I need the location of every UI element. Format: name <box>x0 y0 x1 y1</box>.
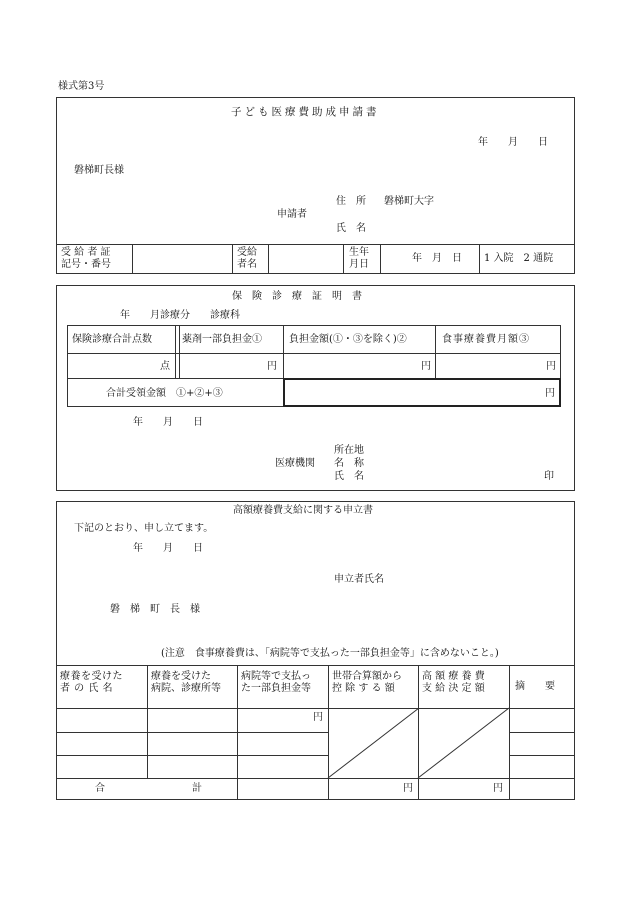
addressee: 磐梯町長様 <box>74 165 124 176</box>
applicant-label: 申請者 <box>277 209 307 220</box>
seal-mark: 印 <box>544 471 554 482</box>
request-addressee: 磐 梯 町 長 様 <box>110 604 200 615</box>
total-label-left: 合 <box>95 783 105 794</box>
total-decision-unit: 円 <box>493 783 503 794</box>
treatment-period: 年 月診療分 診療科 <box>120 310 240 321</box>
certificate-title: 保 険 診 療 証 明 書 <box>232 291 362 302</box>
total-amount-unit: 円 <box>545 388 555 399</box>
request-intro: 下記のとおり、申し立てます。 <box>74 523 214 534</box>
applicant-name-label: 氏 名 <box>336 223 366 234</box>
request-date: 年 月 日 <box>133 543 203 554</box>
header-drug-copay: 薬剤一部負担金① <box>182 334 262 345</box>
admission-type[interactable]: 1 入院 2 通院 <box>484 253 554 264</box>
address-label: 住 所 <box>336 196 366 207</box>
recipient-name-label: 受給 者名 <box>237 247 257 270</box>
request-title: 高額療養費支給に関する申立書 <box>233 505 373 516</box>
header-copay-amount: 負担金額(①・③を除く)② <box>289 334 407 345</box>
address-value[interactable]: 磐梯町大字 <box>384 196 434 207</box>
birth-date-value[interactable]: 年 月 日 <box>412 253 462 264</box>
location-label: 所在地 <box>334 445 364 456</box>
recipient-name-field[interactable] <box>269 245 342 273</box>
total-label-right: 計 <box>192 783 202 794</box>
header-hospital: 療養を受けた 病院、診療所等 <box>151 671 221 694</box>
total-amount-label: 合計受領金額 ①+②+③ <box>106 388 223 399</box>
certificate-date: 年 月 日 <box>133 417 203 428</box>
header-copay-paid: 病院等で支払っ た一部負担金等 <box>241 671 311 694</box>
total-amount-box[interactable] <box>283 378 561 407</box>
unit-copay: 円 <box>421 361 431 372</box>
header-patient-name: 療養を受けた 者 の 氏 名 <box>60 671 123 694</box>
header-meal-cost: 食事療養費月額③ <box>442 334 530 345</box>
application-title: 子ども医療費助成申請書 <box>231 106 380 118</box>
institution-name-label: 名 称 <box>334 458 364 469</box>
institution-label: 医療機関 <box>275 458 315 469</box>
copay-yen-unit: 円 <box>313 712 323 723</box>
application-date: 年 月 日 <box>478 137 548 148</box>
request-note: (注意 食事療養費は、「病院等で支払った一部負担金等」に含めないこと。) <box>161 648 499 659</box>
birth-date-label: 生年 月日 <box>349 247 369 270</box>
decision-na-diagonal <box>418 708 509 778</box>
deduction-na-diagonal <box>328 708 419 778</box>
unit-meal: 円 <box>546 361 556 372</box>
unit-points: 点 <box>160 361 170 372</box>
unit-drug-copay: 円 <box>267 361 277 372</box>
physician-name-label: 氏 名 <box>334 471 364 482</box>
cert-number-label: 受 給 者 証 記号・番号 <box>61 247 111 270</box>
applicant-signature-label: 申立者氏名 <box>334 574 384 585</box>
cert-number-field[interactable] <box>133 245 231 273</box>
header-total-points: 保険診療合計点数 <box>72 334 152 345</box>
header-high-cost-decision: 高 額 療 養 費 支 給 決 定 額 <box>422 671 485 694</box>
form-number: 様式第3号 <box>58 81 105 92</box>
header-remarks: 摘 要 <box>515 681 555 692</box>
total-deduction-unit: 円 <box>403 783 413 794</box>
header-household-deduction: 世帯合算額から 控 除 す る 額 <box>332 671 402 694</box>
